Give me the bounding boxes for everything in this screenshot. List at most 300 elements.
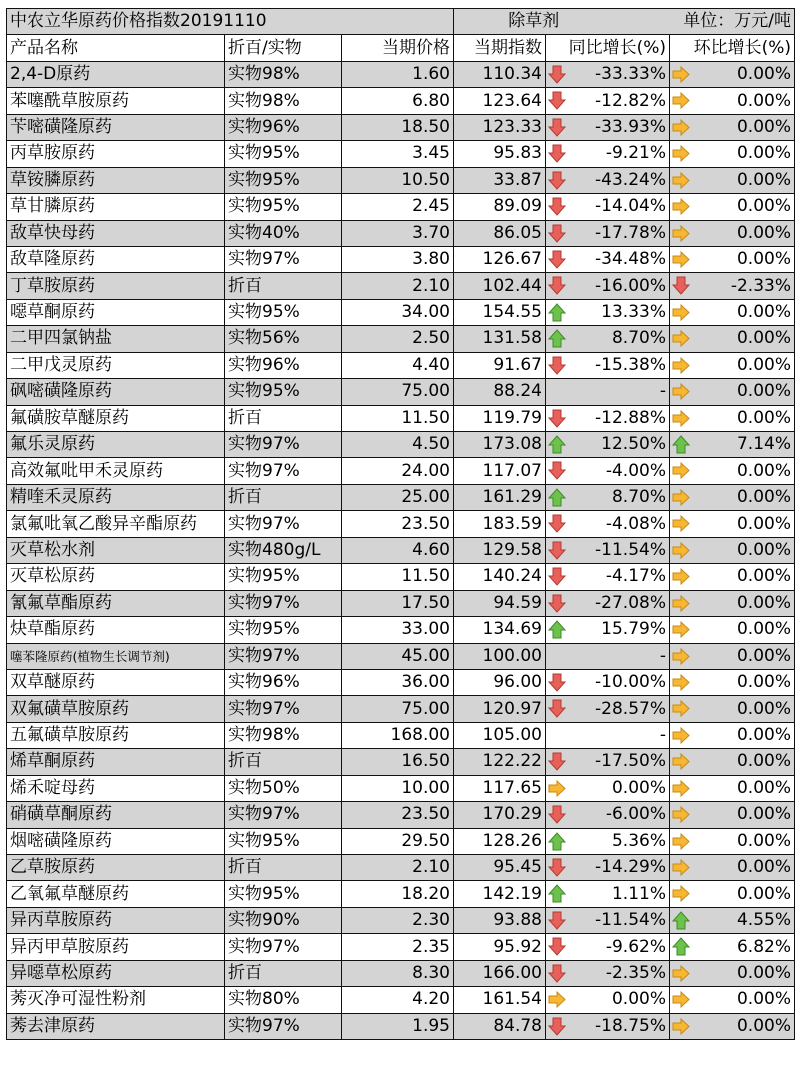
current-price: 75.00 bbox=[342, 379, 454, 405]
yoy-value: 8.70% bbox=[611, 328, 666, 349]
yoy-value: -34.48% bbox=[595, 249, 666, 270]
arrow-right-icon bbox=[672, 461, 690, 480]
product-name: 噻苯隆原药(植物生长调节剂) bbox=[7, 643, 225, 669]
yoy-value: -9.62% bbox=[605, 936, 666, 957]
yoy-value: - bbox=[659, 645, 666, 666]
mom-value: 4.55% bbox=[736, 910, 791, 931]
title-row bbox=[7, 9, 795, 35]
product-name: 异噁草松原药 bbox=[7, 960, 225, 986]
product-type: 实物97% bbox=[225, 643, 342, 669]
mom-value: 0.00% bbox=[736, 698, 791, 719]
product-type: 实物97% bbox=[225, 511, 342, 537]
product-name: 氟磺胺草醚原药 bbox=[7, 405, 225, 431]
arrow-down-icon bbox=[548, 964, 566, 983]
mom-cell bbox=[670, 749, 795, 775]
current-index: 123.64 bbox=[454, 88, 546, 114]
mom-value: 0.00% bbox=[736, 90, 791, 111]
yoy-cell bbox=[546, 881, 670, 907]
product-name: 敌草快母药 bbox=[7, 220, 225, 246]
table-row bbox=[7, 960, 795, 986]
product-name: 烯草酮原药 bbox=[7, 749, 225, 775]
yoy-cell bbox=[546, 828, 670, 854]
arrow-down-icon bbox=[548, 409, 566, 428]
arrow-down-icon bbox=[548, 250, 566, 269]
current-index: 131.58 bbox=[454, 326, 546, 352]
current-index: 84.78 bbox=[454, 1013, 546, 1039]
mom-value: 6.82% bbox=[736, 936, 791, 957]
product-type: 实物56% bbox=[225, 326, 342, 352]
yoy-value: 1.11% bbox=[611, 883, 666, 904]
product-name: 草甘膦原药 bbox=[7, 194, 225, 220]
table-row bbox=[7, 590, 795, 616]
mom-cell bbox=[670, 934, 795, 960]
mom-cell bbox=[670, 484, 795, 510]
mom-value: 0.00% bbox=[736, 804, 791, 825]
arrow-right-icon bbox=[672, 673, 690, 692]
yoy-cell bbox=[546, 775, 670, 801]
table-row bbox=[7, 88, 795, 114]
mom-cell bbox=[670, 220, 795, 246]
mom-value: 0.00% bbox=[736, 989, 791, 1010]
mom-value: 0.00% bbox=[736, 672, 791, 693]
arrow-right-icon bbox=[672, 567, 690, 586]
mom-value: 0.00% bbox=[736, 830, 791, 851]
arrow-up-icon bbox=[672, 435, 690, 454]
current-index: 94.59 bbox=[454, 590, 546, 616]
current-price: 29.50 bbox=[342, 828, 454, 854]
current-price: 2.50 bbox=[342, 326, 454, 352]
mom-cell bbox=[670, 537, 795, 563]
arrow-up-icon bbox=[548, 435, 566, 454]
table-row bbox=[7, 934, 795, 960]
table-row bbox=[7, 696, 795, 722]
price-index-sheet bbox=[6, 8, 794, 1040]
yoy-value: - bbox=[659, 381, 666, 402]
current-price: 25.00 bbox=[342, 484, 454, 510]
yoy-value: -9.21% bbox=[605, 143, 666, 164]
yoy-cell bbox=[546, 299, 670, 325]
table-row bbox=[7, 617, 795, 643]
arrow-right-icon bbox=[672, 779, 690, 798]
current-index: 88.24 bbox=[454, 379, 546, 405]
product-type: 实物480g/L bbox=[225, 537, 342, 563]
arrow-right-icon bbox=[672, 514, 690, 533]
table-row bbox=[7, 326, 795, 352]
current-price: 4.20 bbox=[342, 987, 454, 1013]
product-type: 折百 bbox=[225, 960, 342, 986]
table-row bbox=[7, 352, 795, 378]
mom-value: 0.00% bbox=[736, 857, 791, 878]
arrow-right-icon bbox=[672, 409, 690, 428]
arrow-down-icon bbox=[548, 144, 566, 163]
mom-value: 0.00% bbox=[736, 962, 791, 983]
yoy-value: 12.50% bbox=[601, 434, 666, 455]
table-row bbox=[7, 987, 795, 1013]
table-row bbox=[7, 881, 795, 907]
mom-value: 0.00% bbox=[736, 143, 791, 164]
current-index: 93.88 bbox=[454, 907, 546, 933]
header-yoy: 同比增长(%) bbox=[546, 35, 670, 61]
arrow-down-icon bbox=[548, 594, 566, 613]
mom-value: 0.00% bbox=[736, 513, 791, 534]
product-name: 2,4-D原药 bbox=[7, 61, 225, 87]
arrow-down-icon bbox=[548, 224, 566, 243]
arrow-up-icon bbox=[548, 329, 566, 348]
table-row bbox=[7, 484, 795, 510]
current-price: 3.45 bbox=[342, 141, 454, 167]
product-name: 异丙草胺原药 bbox=[7, 907, 225, 933]
yoy-cell bbox=[546, 617, 670, 643]
current-index: 95.45 bbox=[454, 855, 546, 881]
current-price: 18.50 bbox=[342, 114, 454, 140]
yoy-value: -2.35% bbox=[605, 962, 666, 983]
product-type: 折百 bbox=[225, 484, 342, 510]
product-type: 折百 bbox=[225, 405, 342, 431]
product-type: 实物95% bbox=[225, 828, 342, 854]
yoy-cell bbox=[546, 114, 670, 140]
product-type: 实物96% bbox=[225, 114, 342, 140]
product-type: 实物95% bbox=[225, 379, 342, 405]
arrow-down-icon bbox=[548, 118, 566, 137]
mom-value: 0.00% bbox=[736, 725, 791, 746]
table-row bbox=[7, 907, 795, 933]
header-type: 折百/实物 bbox=[225, 35, 342, 61]
mom-cell bbox=[670, 379, 795, 405]
mom-value: 0.00% bbox=[736, 487, 791, 508]
product-name: 苯噻酰草胺原药 bbox=[7, 88, 225, 114]
header-price: 当期价格 bbox=[342, 35, 454, 61]
arrow-down-icon bbox=[548, 91, 566, 110]
arrow-down-icon bbox=[548, 1017, 566, 1036]
product-type: 实物98% bbox=[225, 722, 342, 748]
arrow-right-icon bbox=[672, 858, 690, 877]
mom-value: 0.00% bbox=[736, 169, 791, 190]
yoy-cell bbox=[546, 907, 670, 933]
table-row bbox=[7, 669, 795, 695]
mom-cell bbox=[670, 352, 795, 378]
arrow-right-icon bbox=[672, 884, 690, 903]
product-type: 实物95% bbox=[225, 141, 342, 167]
arrow-down-icon bbox=[548, 356, 566, 375]
table-row bbox=[7, 114, 795, 140]
product-name: 莠灭净可湿性粉剂 bbox=[7, 987, 225, 1013]
table-row bbox=[7, 722, 795, 748]
product-name: 异丙甲草胺原药 bbox=[7, 934, 225, 960]
current-index: 173.08 bbox=[454, 432, 546, 458]
yoy-cell bbox=[546, 696, 670, 722]
current-price: 6.80 bbox=[342, 88, 454, 114]
yoy-value: -33.33% bbox=[595, 64, 666, 85]
arrow-up-icon bbox=[548, 832, 566, 851]
current-price: 36.00 bbox=[342, 669, 454, 695]
current-price: 33.00 bbox=[342, 617, 454, 643]
product-name: 丁草胺原药 bbox=[7, 273, 225, 299]
mom-cell bbox=[670, 855, 795, 881]
yoy-value: -17.78% bbox=[595, 222, 666, 243]
current-index: 166.00 bbox=[454, 960, 546, 986]
arrow-down-icon bbox=[548, 858, 566, 877]
arrow-down-icon bbox=[548, 673, 566, 692]
product-name: 二甲四氯钠盐 bbox=[7, 326, 225, 352]
mom-cell bbox=[670, 273, 795, 299]
arrow-down-icon bbox=[548, 514, 566, 533]
current-price: 11.50 bbox=[342, 405, 454, 431]
arrow-up-icon bbox=[548, 303, 566, 322]
table-row bbox=[7, 511, 795, 537]
arrow-right-icon bbox=[672, 832, 690, 851]
product-name: 灭草松水剂 bbox=[7, 537, 225, 563]
current-index: 91.67 bbox=[454, 352, 546, 378]
mom-cell bbox=[670, 722, 795, 748]
current-price: 34.00 bbox=[342, 299, 454, 325]
arrow-right-icon bbox=[672, 356, 690, 375]
yoy-value: -11.54% bbox=[595, 539, 666, 560]
current-price: 1.95 bbox=[342, 1013, 454, 1039]
arrow-down-icon bbox=[548, 65, 566, 84]
current-index: 110.34 bbox=[454, 61, 546, 87]
product-type: 实物80% bbox=[225, 987, 342, 1013]
arrow-right-icon bbox=[672, 197, 690, 216]
current-index: 140.24 bbox=[454, 564, 546, 590]
arrow-right-icon bbox=[672, 224, 690, 243]
arrow-down-icon bbox=[672, 276, 690, 295]
arrow-down-icon bbox=[548, 171, 566, 190]
table-row bbox=[7, 220, 795, 246]
unit-label: 单位：万元/吨 bbox=[670, 9, 795, 35]
yoy-value: 5.36% bbox=[611, 830, 666, 851]
mom-cell bbox=[670, 907, 795, 933]
product-type: 实物95% bbox=[225, 617, 342, 643]
arrow-right-icon bbox=[672, 620, 690, 639]
mom-value: 0.00% bbox=[736, 460, 791, 481]
table-row bbox=[7, 537, 795, 563]
table-row bbox=[7, 458, 795, 484]
product-name: 双氟磺草胺原药 bbox=[7, 696, 225, 722]
product-type: 实物95% bbox=[225, 564, 342, 590]
current-price: 75.00 bbox=[342, 696, 454, 722]
table-row bbox=[7, 749, 795, 775]
product-name: 砜嘧磺隆原药 bbox=[7, 379, 225, 405]
arrow-up-icon bbox=[548, 884, 566, 903]
current-price: 2.45 bbox=[342, 194, 454, 220]
arrow-up-icon bbox=[672, 911, 690, 930]
current-price: 168.00 bbox=[342, 722, 454, 748]
yoy-value: -12.82% bbox=[595, 90, 666, 111]
product-type: 实物95% bbox=[225, 881, 342, 907]
mom-cell bbox=[670, 114, 795, 140]
mom-cell bbox=[670, 194, 795, 220]
arrow-right-icon bbox=[672, 990, 690, 1009]
table-row bbox=[7, 643, 795, 669]
arrow-right-icon bbox=[672, 382, 690, 401]
current-price: 2.10 bbox=[342, 855, 454, 881]
header-name: 产品名称 bbox=[7, 35, 225, 61]
product-name: 莠去津原药 bbox=[7, 1013, 225, 1039]
mom-cell bbox=[670, 432, 795, 458]
arrow-right-icon bbox=[548, 990, 566, 1009]
mom-cell bbox=[670, 246, 795, 272]
current-index: 183.59 bbox=[454, 511, 546, 537]
mom-value: 0.00% bbox=[736, 645, 791, 666]
table-row bbox=[7, 1013, 795, 1039]
mom-cell bbox=[670, 141, 795, 167]
mom-cell bbox=[670, 299, 795, 325]
yoy-value: -4.00% bbox=[605, 460, 666, 481]
arrow-down-icon bbox=[548, 937, 566, 956]
mom-value: 0.00% bbox=[736, 539, 791, 560]
yoy-cell bbox=[546, 220, 670, 246]
product-name: 二甲戊灵原药 bbox=[7, 352, 225, 378]
current-price: 23.50 bbox=[342, 802, 454, 828]
yoy-value: - bbox=[659, 725, 666, 746]
yoy-value: 0.00% bbox=[611, 989, 666, 1010]
yoy-cell bbox=[546, 352, 670, 378]
yoy-value: -15.38% bbox=[595, 354, 666, 375]
mom-cell bbox=[670, 802, 795, 828]
mom-value: 0.00% bbox=[736, 751, 791, 772]
yoy-cell bbox=[546, 855, 670, 881]
product-name: 敌草隆原药 bbox=[7, 246, 225, 272]
yoy-cell bbox=[546, 564, 670, 590]
header-mom: 环比增长(%) bbox=[670, 35, 795, 61]
mom-value: 0.00% bbox=[736, 302, 791, 323]
current-index: 117.07 bbox=[454, 458, 546, 484]
current-price: 3.70 bbox=[342, 220, 454, 246]
arrow-right-icon bbox=[672, 171, 690, 190]
product-type: 实物90% bbox=[225, 907, 342, 933]
product-type: 折百 bbox=[225, 749, 342, 775]
arrow-up-icon bbox=[548, 488, 566, 507]
arrow-right-icon bbox=[672, 65, 690, 84]
mom-value: 0.00% bbox=[736, 883, 791, 904]
arrow-right-icon bbox=[672, 805, 690, 824]
yoy-value: -33.93% bbox=[595, 116, 666, 137]
product-name: 高效氟吡甲禾灵原药 bbox=[7, 458, 225, 484]
arrow-right-icon bbox=[672, 647, 690, 666]
mom-cell bbox=[670, 88, 795, 114]
arrow-right-icon bbox=[672, 964, 690, 983]
yoy-cell bbox=[546, 458, 670, 484]
table-row bbox=[7, 564, 795, 590]
yoy-value: 8.70% bbox=[611, 487, 666, 508]
mom-value: 0.00% bbox=[736, 777, 791, 798]
mom-value: 0.00% bbox=[736, 566, 791, 587]
table-row bbox=[7, 141, 795, 167]
mom-cell bbox=[670, 590, 795, 616]
arrow-up-icon bbox=[672, 937, 690, 956]
yoy-cell bbox=[546, 194, 670, 220]
arrow-right-icon bbox=[672, 699, 690, 718]
arrow-right-icon bbox=[672, 1017, 690, 1036]
current-price: 16.50 bbox=[342, 749, 454, 775]
yoy-value: -6.00% bbox=[605, 804, 666, 825]
current-index: 95.83 bbox=[454, 141, 546, 167]
yoy-value: 13.33% bbox=[601, 302, 666, 323]
arrow-up-icon bbox=[548, 620, 566, 639]
table-row bbox=[7, 405, 795, 431]
yoy-cell bbox=[546, 802, 670, 828]
product-type: 实物98% bbox=[225, 88, 342, 114]
yoy-value: -27.08% bbox=[595, 592, 666, 613]
mom-cell bbox=[670, 511, 795, 537]
current-price: 10.50 bbox=[342, 167, 454, 193]
mom-cell bbox=[670, 564, 795, 590]
product-name: 乙氧氟草醚原药 bbox=[7, 881, 225, 907]
product-type: 实物98% bbox=[225, 61, 342, 87]
mom-cell bbox=[670, 960, 795, 986]
product-type: 实物40% bbox=[225, 220, 342, 246]
current-index: 120.97 bbox=[454, 696, 546, 722]
yoy-cell bbox=[546, 246, 670, 272]
yoy-cell bbox=[546, 379, 670, 405]
yoy-cell bbox=[546, 749, 670, 775]
current-price: 10.00 bbox=[342, 775, 454, 801]
mom-value: 0.00% bbox=[736, 116, 791, 137]
current-index: 170.29 bbox=[454, 802, 546, 828]
current-price: 4.50 bbox=[342, 432, 454, 458]
yoy-cell bbox=[546, 61, 670, 87]
yoy-value: -4.17% bbox=[605, 566, 666, 587]
yoy-cell bbox=[546, 722, 670, 748]
mom-value: 0.00% bbox=[736, 64, 791, 85]
yoy-cell bbox=[546, 432, 670, 458]
yoy-value: -11.54% bbox=[595, 910, 666, 931]
product-name: 烯禾啶母药 bbox=[7, 775, 225, 801]
yoy-value: -10.00% bbox=[595, 672, 666, 693]
product-type: 实物97% bbox=[225, 432, 342, 458]
current-index: 161.54 bbox=[454, 987, 546, 1013]
current-price: 4.40 bbox=[342, 352, 454, 378]
current-price: 2.10 bbox=[342, 273, 454, 299]
product-type: 实物97% bbox=[225, 458, 342, 484]
current-index: 134.69 bbox=[454, 617, 546, 643]
product-name: 苄嘧磺隆原药 bbox=[7, 114, 225, 140]
current-price: 17.50 bbox=[342, 590, 454, 616]
table-row bbox=[7, 802, 795, 828]
sheet-title: 中农立华原药价格指数20191110 bbox=[7, 9, 454, 35]
arrow-down-icon bbox=[548, 461, 566, 480]
yoy-value: -4.08% bbox=[605, 513, 666, 534]
current-price: 2.35 bbox=[342, 934, 454, 960]
arrow-down-icon bbox=[548, 567, 566, 586]
mom-value: 0.00% bbox=[736, 222, 791, 243]
mom-value: 7.14% bbox=[736, 434, 791, 455]
product-type: 实物95% bbox=[225, 194, 342, 220]
current-index: 95.92 bbox=[454, 934, 546, 960]
product-name: 双草醚原药 bbox=[7, 669, 225, 695]
arrow-right-icon bbox=[672, 144, 690, 163]
yoy-cell bbox=[546, 987, 670, 1013]
mom-value: 0.00% bbox=[736, 407, 791, 428]
mom-cell bbox=[670, 775, 795, 801]
current-index: 119.79 bbox=[454, 405, 546, 431]
mom-value: 0.00% bbox=[736, 1015, 791, 1036]
product-name: 乙草胺原药 bbox=[7, 855, 225, 881]
arrow-down-icon bbox=[548, 276, 566, 295]
mom-value: 0.00% bbox=[736, 619, 791, 640]
mom-cell bbox=[670, 987, 795, 1013]
arrow-right-icon bbox=[672, 91, 690, 110]
current-price: 11.50 bbox=[342, 564, 454, 590]
yoy-value: -16.00% bbox=[595, 275, 666, 296]
table-row bbox=[7, 61, 795, 87]
table-row bbox=[7, 273, 795, 299]
current-price: 2.30 bbox=[342, 907, 454, 933]
mom-cell bbox=[670, 326, 795, 352]
mom-cell bbox=[670, 617, 795, 643]
current-price: 45.00 bbox=[342, 643, 454, 669]
mom-cell bbox=[670, 1013, 795, 1039]
